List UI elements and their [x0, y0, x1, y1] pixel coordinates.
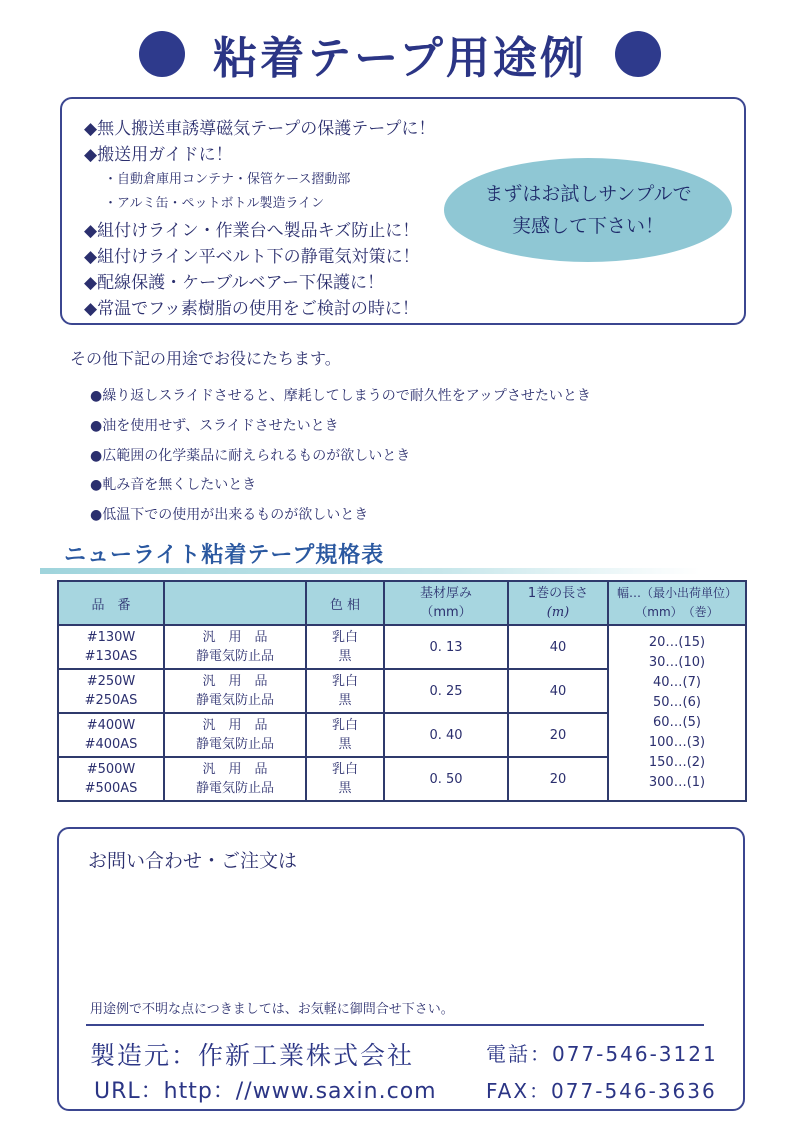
header-thickness-unit: （mm）	[420, 605, 472, 620]
manufacturer: 製造元：作新工業株式会社	[90, 1041, 415, 1070]
header-color: 色 相	[306, 581, 384, 625]
page-title: 粘着テープ用途例	[213, 33, 587, 84]
header-type	[164, 581, 306, 625]
feature-item: ◆無人搬送車誘導磁気テープの保護テープに！	[84, 119, 436, 139]
header-width-label: 幅…（最小出荷単位）	[616, 586, 737, 600]
color-label: 乳白	[331, 674, 358, 689]
part-no-cell	[58, 625, 164, 669]
inquiry-heading: お問い合わせ・ご注文は	[88, 850, 298, 872]
color-label: 黒	[338, 649, 352, 664]
part-no: #400AS	[84, 737, 138, 752]
feature-sub-item: ・アルミ缶・ペットボトル製造ライン	[104, 196, 325, 211]
use-item: ●繰り返しスライドさせると、摩耗してしまうので耐久性をアップさせたいとき	[90, 388, 591, 404]
type-cell	[164, 669, 306, 713]
table-row	[58, 625, 746, 669]
part-no: #130W	[86, 630, 136, 645]
length-cell: 20	[508, 757, 608, 801]
width-item: 30…(10)	[648, 655, 706, 670]
part-no: #250AS	[84, 693, 138, 708]
type-label: 汎 用 品	[202, 718, 268, 733]
width-item: 100…(3)	[648, 735, 706, 750]
header-width-unit: （mm） （巻）	[635, 605, 719, 619]
part-no: #400W	[86, 718, 136, 733]
width-list	[609, 633, 745, 793]
table-header-row	[58, 581, 746, 625]
thickness-cell: 0. 25	[384, 669, 508, 713]
type-label: 静電気防止品	[195, 649, 274, 664]
width-item: 60…(5)	[653, 715, 701, 730]
part-no-cell	[58, 713, 164, 757]
feature-item: ◆組付けライン・作業台へ製品キズ防止に！	[84, 221, 420, 241]
thickness-cell: 0. 50	[384, 757, 508, 801]
use-item: ●軋み音を無くしたいとき	[90, 477, 257, 493]
type-cell	[164, 625, 306, 669]
use-item: ●低温下での使用が出来るものが欲しいとき	[90, 507, 369, 523]
type-label: 汎 用 品	[202, 674, 268, 689]
feature-item: ◆配線保護・ケーブルベアー下保護に！	[84, 273, 385, 293]
header-part-no: 品 番	[58, 581, 164, 625]
header-length	[508, 581, 608, 625]
header-length-label: 1巻の長さ	[527, 586, 589, 601]
color-cell	[306, 669, 384, 713]
feature-item: ◆常温でフッ素樹脂の使用をご検討の時に！	[84, 299, 419, 319]
bullet-dot-right	[615, 31, 661, 77]
header-thickness	[384, 581, 508, 625]
color-label: 乳白	[331, 630, 358, 645]
spec-title: ニューライト粘着テープ規格表	[64, 543, 385, 568]
use-item: ●油を使用せず、スライドさせたいとき	[90, 418, 339, 434]
header-length-unit: (m)	[546, 605, 570, 620]
color-label: 黒	[338, 781, 352, 796]
color-label: 黒	[338, 737, 352, 752]
color-label: 乳白	[331, 762, 358, 777]
length-cell: 20	[508, 713, 608, 757]
width-list-cell	[608, 625, 746, 801]
width-item: 300…(1)	[648, 775, 706, 790]
thickness-cell: 0. 13	[384, 625, 508, 669]
type-label: 汎 用 品	[202, 762, 268, 777]
phone-number: 電話：077-546-3121	[486, 1042, 718, 1066]
type-cell	[164, 757, 306, 801]
type-label: 静電気防止品	[195, 781, 274, 796]
part-no: #250W	[86, 674, 136, 689]
title-row	[0, 22, 800, 86]
width-item: 40…(7)	[653, 675, 701, 690]
other-uses-intro: その他下記の用途でお役にたちます。	[70, 349, 341, 368]
inquiry-note: 用途例で不明な点につきましては、お気軽に御問合せ下さい。	[90, 1002, 454, 1017]
contact-divider	[86, 1024, 704, 1026]
color-cell	[306, 713, 384, 757]
use-item: ●広範囲の化学薬品に耐えられるものが欲しいとき	[90, 448, 411, 464]
color-label: 乳白	[331, 718, 358, 733]
fax-number: FAX：077-546-3636	[486, 1079, 717, 1103]
width-item: 150…(2)	[648, 755, 706, 770]
part-no: #130AS	[84, 649, 138, 664]
callout-line: 実感して下さい！	[511, 215, 664, 237]
width-item: 20…(15)	[648, 635, 706, 650]
length-cell: 40	[508, 669, 608, 713]
type-cell	[164, 713, 306, 757]
sample-callout	[444, 158, 732, 262]
website-url[interactable]: URL：http：//www.saxin.com	[94, 1079, 437, 1104]
feature-sub-item: ・自動倉庫用コンテナ・保管ケース摺動部	[104, 172, 351, 187]
bullet-dot-left	[139, 31, 185, 77]
part-no: #500W	[86, 762, 136, 777]
length-cell: 40	[508, 625, 608, 669]
part-no: #500AS	[84, 781, 138, 796]
thickness-cell: 0. 40	[384, 713, 508, 757]
width-item: 50…(6)	[653, 695, 701, 710]
spec-table	[57, 580, 747, 802]
header-thickness-label: 基材厚み	[419, 586, 472, 601]
part-no-cell	[58, 757, 164, 801]
type-label: 汎 用 品	[202, 630, 268, 645]
color-label: 黒	[338, 693, 352, 708]
feature-item: ◆搬送用ガイドに！	[84, 145, 233, 165]
feature-item: ◆組付けライン平ベルト下の静電気対策に！	[84, 247, 420, 267]
color-cell	[306, 757, 384, 801]
type-label: 静電気防止品	[195, 737, 274, 752]
type-label: 静電気防止品	[195, 693, 274, 708]
color-cell	[306, 625, 384, 669]
callout-line: まずはお試しサンプルで	[484, 183, 692, 205]
header-width	[608, 581, 746, 625]
part-no-cell	[58, 669, 164, 713]
